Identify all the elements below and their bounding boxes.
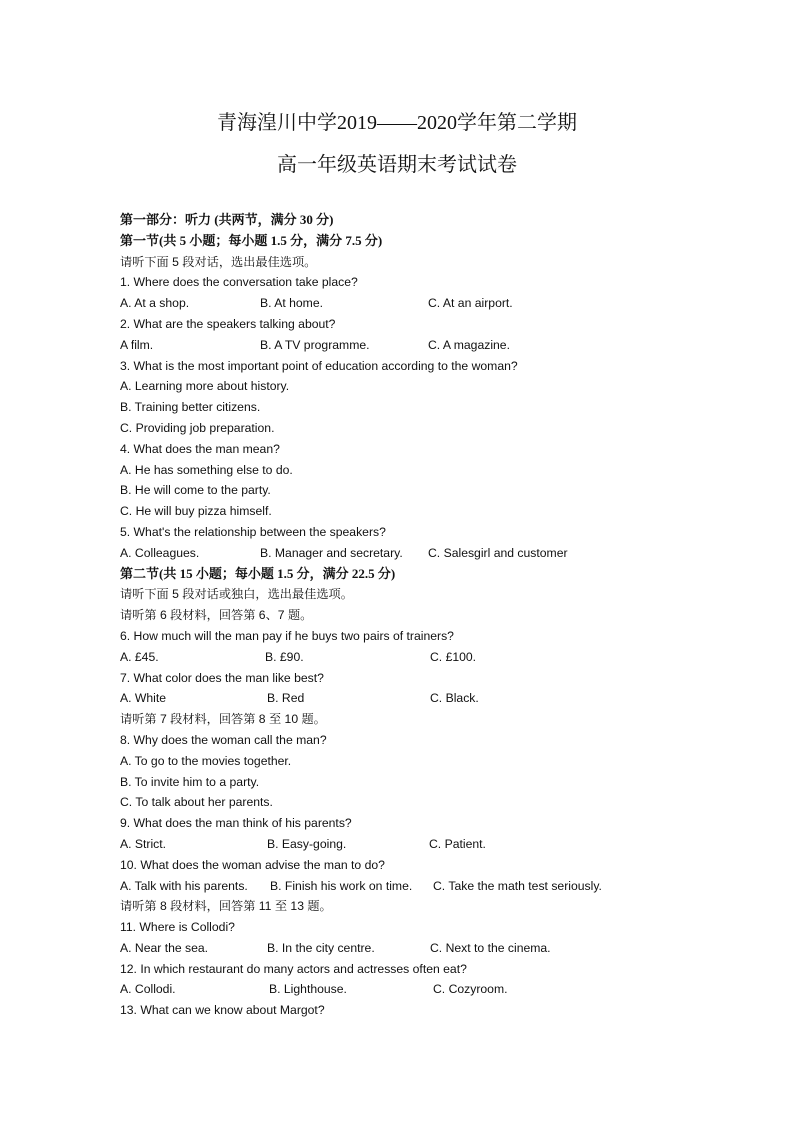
- exam-body: [120, 210, 760, 1021]
- text-line: 请听第 8 段材料，回答第 11 至 13 题。: [120, 899, 332, 914]
- answer-option: B. At home.: [260, 296, 324, 311]
- text-line: 8. Why does the woman call the man?: [120, 732, 327, 747]
- options-row: [120, 688, 760, 709]
- answer-option: B. Manager and secretary.: [260, 545, 403, 560]
- options-row: [120, 938, 760, 959]
- answer-option: B. Easy-going.: [267, 836, 347, 851]
- answer-option: B. A TV programme.: [260, 337, 370, 352]
- answer-option: C. Next to the cinema.: [430, 940, 551, 955]
- text-line: C. Providing job preparation.: [120, 420, 275, 435]
- answer-option: C. Salesgirl and customer: [428, 545, 568, 560]
- text-line: 请听第 7 段材料，回答第 8 至 10 题。: [120, 712, 326, 727]
- text-line: 5. What's the relationship between the speakers?: [120, 524, 386, 539]
- answer-option: C. Patient.: [429, 836, 486, 851]
- answer-option: C. Take the math test seriously.: [433, 878, 602, 893]
- text-line: 9. What does the man think of his parents?: [120, 816, 352, 831]
- options-row: [120, 335, 760, 356]
- text-line: B. Training better citizens.: [120, 400, 261, 415]
- answer-option: A. Talk with his parents.: [120, 878, 248, 893]
- section-heading: 第一部分：听力 (共两节，满分 30 分): [120, 212, 334, 227]
- answer-option: A. White: [120, 691, 167, 706]
- text-line: 7. What color does the man like best?: [120, 670, 324, 685]
- answer-option: B. In the city centre.: [267, 940, 375, 955]
- answer-option: A. Colleagues.: [120, 545, 200, 560]
- answer-option: A. At a shop.: [120, 296, 190, 311]
- text-line: A. To go to the movies together.: [120, 753, 292, 768]
- answer-option: C. At an airport.: [428, 296, 513, 311]
- options-row: [120, 543, 760, 564]
- answer-option: B. Red: [267, 691, 305, 706]
- text-line: 2. What are the speakers talking about?: [120, 316, 336, 331]
- text-line: 请听下面 5 段对话，选出最佳选项。: [120, 254, 317, 269]
- text-line: B. He will come to the party.: [120, 483, 271, 498]
- section-heading: 第一节(共 5 小题；每小题 1.5 分，满分 7.5 分): [120, 232, 383, 248]
- text-line: 3. What is the most important point of education according to the woman?: [120, 358, 518, 373]
- answer-option: A. Collodi.: [120, 982, 176, 997]
- text-line: 1. Where does the conversation take place?: [120, 275, 358, 290]
- text-line: 10. What does the woman advise the man to do?: [120, 857, 385, 872]
- text-line: 4. What does the man mean?: [120, 441, 280, 456]
- answer-option: C. Black.: [430, 691, 479, 706]
- options-row: [120, 834, 760, 855]
- answer-option: A film.: [120, 337, 154, 352]
- text-line: 请听下面 5 段对话或独白，选出最佳选项。: [120, 587, 353, 602]
- text-line: A. He has something else to do.: [120, 462, 293, 477]
- answer-option: A. Strict.: [120, 836, 167, 851]
- options-row: [120, 293, 760, 314]
- text-line: B. To invite him to a party.: [120, 774, 260, 789]
- text-line: 6. How much will the man pay if he buys two pairs of trainers?: [120, 628, 454, 643]
- text-line: 11. Where is Collodi?: [120, 920, 235, 935]
- text-line: C. To talk about her parents.: [120, 795, 273, 810]
- text-line: 请听第 6 段材料，回答第 6、7 题。: [120, 608, 313, 623]
- options-row: [120, 647, 760, 668]
- options-row: [120, 979, 760, 1000]
- text-line: A. Learning more about history.: [120, 379, 290, 394]
- answer-option: A. Near the sea.: [120, 940, 209, 955]
- answer-option: B. Finish his work on time.: [270, 878, 413, 893]
- text-line: C. He will buy pizza himself.: [120, 504, 272, 519]
- text-line: 12. In which restaurant do many actors and actresses often eat?: [120, 961, 467, 976]
- text-line: 13. What can we know about Margot?: [120, 1003, 325, 1018]
- options-row: [120, 876, 760, 897]
- exam-title: 青海湟川中学2019——2020学年第二学期: [217, 112, 577, 134]
- answer-option: C. A magazine.: [428, 337, 510, 352]
- section-heading: 第二节(共 15 小题；每小题 1.5 分，满分 22.5 分): [120, 565, 396, 581]
- answer-option: B. Lighthouse.: [269, 982, 347, 997]
- answer-option: C. Cozyroom.: [433, 982, 508, 997]
- exam-subtitle: 高一年级英语期末考试试卷: [277, 154, 517, 176]
- answer-option: A. £45.: [120, 649, 159, 664]
- answer-option: B. £90.: [265, 649, 304, 664]
- answer-option: C. £100.: [430, 649, 477, 664]
